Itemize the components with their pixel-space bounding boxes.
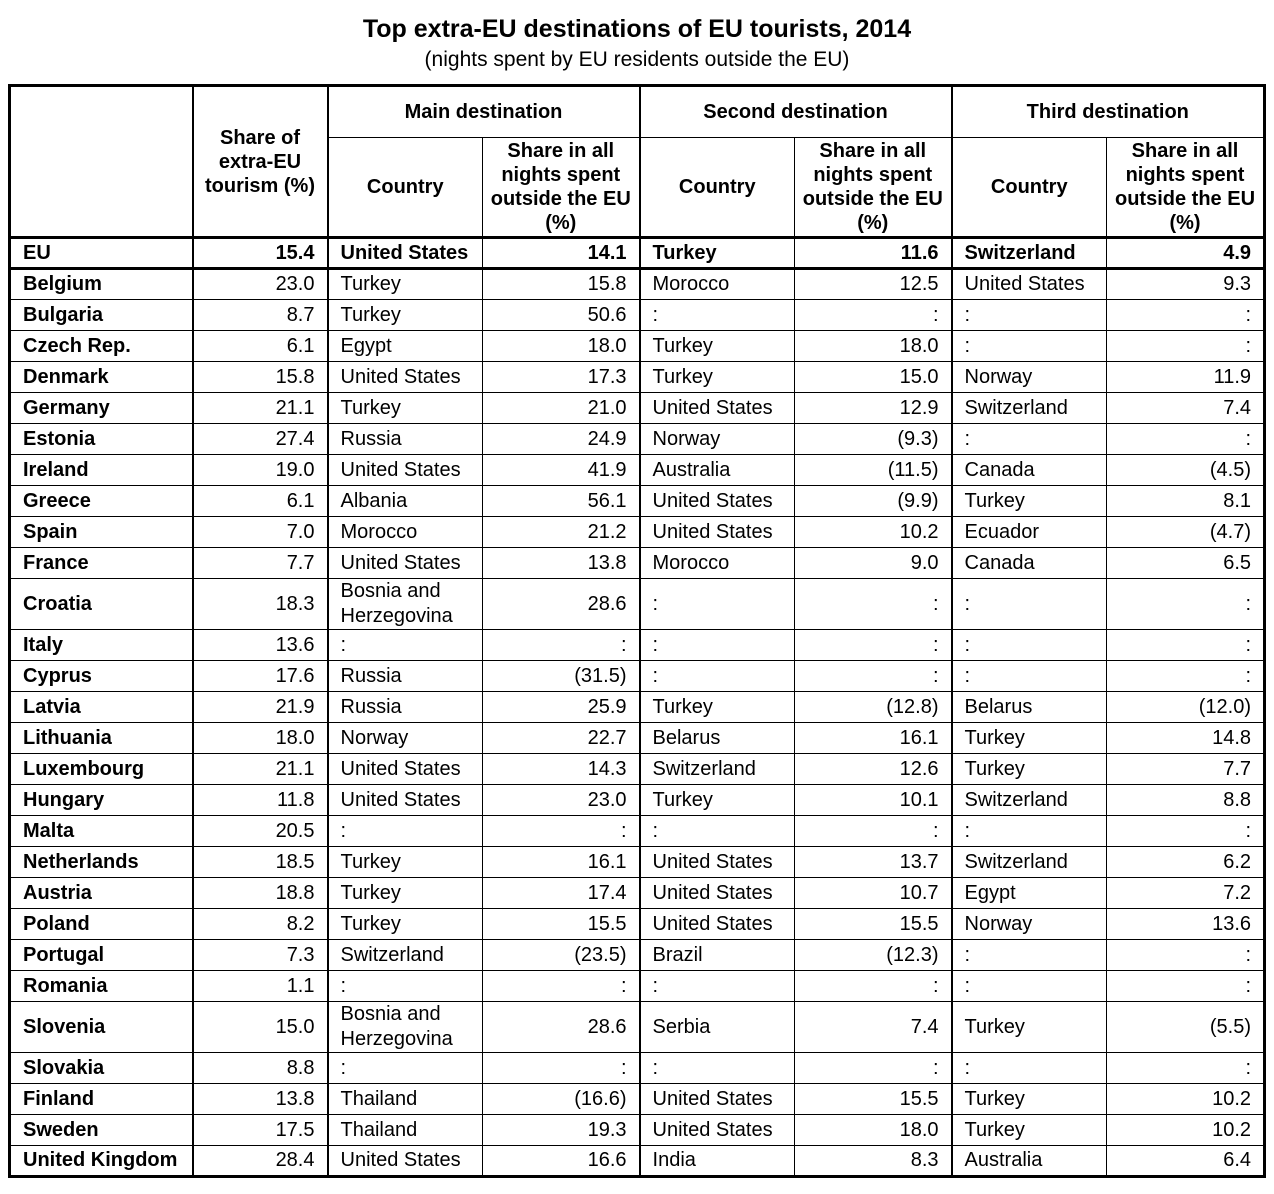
second-share-cell: :	[795, 661, 952, 692]
reporting-country-cell: Portugal	[10, 940, 193, 971]
main-share-cell: 28.6	[483, 579, 640, 630]
share-extra-eu-cell: 7.0	[193, 517, 328, 548]
table-row	[10, 661, 1265, 692]
share-extra-eu-cell: 18.3	[193, 579, 328, 630]
third-share-cell: 6.5	[1107, 548, 1265, 579]
reporting-country-cell: Finland	[10, 1084, 193, 1115]
third-country-cell: :	[952, 1053, 1107, 1084]
second-country-cell: United States	[640, 393, 795, 424]
third-share-cell: 6.4	[1107, 1146, 1265, 1177]
third-country-cell: Turkey	[952, 1115, 1107, 1146]
main-share-cell: 15.8	[483, 269, 640, 300]
main-share-cell: 19.3	[483, 1115, 640, 1146]
share-extra-eu-cell: 8.2	[193, 909, 328, 940]
second-country-cell: United States	[640, 878, 795, 909]
third-country-cell: Egypt	[952, 878, 1107, 909]
reporting-country-cell: EU	[10, 238, 193, 269]
share-extra-eu-cell: 7.7	[193, 548, 328, 579]
third-country-cell: :	[952, 816, 1107, 847]
third-share-cell: 6.2	[1107, 847, 1265, 878]
table-row	[10, 579, 1265, 630]
table-row	[10, 692, 1265, 723]
second-country-cell: United States	[640, 486, 795, 517]
third-country-cell: Switzerland	[952, 785, 1107, 816]
share-extra-eu-cell: 21.1	[193, 754, 328, 785]
share-extra-eu-cell: 6.1	[193, 486, 328, 517]
share-extra-eu-cell: 11.8	[193, 785, 328, 816]
main-country-cell: Turkey	[328, 878, 483, 909]
second-country-cell: Morocco	[640, 269, 795, 300]
share-extra-eu-cell: 27.4	[193, 424, 328, 455]
main-country-cell: Egypt	[328, 331, 483, 362]
second-country-cell: Turkey	[640, 238, 795, 269]
second-share-cell: 10.2	[795, 517, 952, 548]
second-share-cell: 18.0	[795, 331, 952, 362]
table-row	[10, 1146, 1265, 1177]
main-country-header: Country	[328, 138, 483, 238]
main-country-cell: Albania	[328, 486, 483, 517]
main-share-cell: 25.9	[483, 692, 640, 723]
third-share-cell: :	[1107, 331, 1265, 362]
main-country-cell: Turkey	[328, 847, 483, 878]
second-share-cell: 11.6	[795, 238, 952, 269]
table-row	[10, 486, 1265, 517]
table-title: Top extra-EU destinations of EU tourists, 2014	[362, 15, 912, 43]
third-country-cell: :	[952, 661, 1107, 692]
third-share-cell: :	[1107, 1053, 1265, 1084]
main-country-cell: Morocco	[328, 517, 483, 548]
second-share-cell: 8.3	[795, 1146, 952, 1177]
share-extra-eu-cell: 1.1	[193, 971, 328, 1002]
main-country-cell: United States	[328, 548, 483, 579]
second-share-cell: 10.1	[795, 785, 952, 816]
main-country-cell: Bosnia and Herzegovina	[328, 1002, 483, 1053]
third-share-cell: 14.8	[1107, 723, 1265, 754]
reporting-country-cell: France	[10, 548, 193, 579]
third-country-cell: Turkey	[952, 486, 1107, 517]
third-country-cell: Ecuador	[952, 517, 1107, 548]
main-share-cell: :	[483, 630, 640, 661]
main-share-cell: 23.0	[483, 785, 640, 816]
second-country-cell: :	[640, 816, 795, 847]
share-extra-eu-header: Share of extra-EU tourism (%)	[193, 86, 328, 238]
reporting-country-cell: Luxembourg	[10, 754, 193, 785]
main-country-cell: Thailand	[328, 1115, 483, 1146]
second-share-cell: 12.6	[795, 754, 952, 785]
main-country-cell: Switzerland	[328, 940, 483, 971]
share-extra-eu-cell: 21.9	[193, 692, 328, 723]
third-country-cell: :	[952, 331, 1107, 362]
table-row	[10, 940, 1265, 971]
reporting-country-cell: Malta	[10, 816, 193, 847]
second-country-cell: Belarus	[640, 723, 795, 754]
main-share-cell: 24.9	[483, 424, 640, 455]
third-country-cell: :	[952, 940, 1107, 971]
main-country-cell: Norway	[328, 723, 483, 754]
main-country-cell: :	[328, 971, 483, 1002]
reporting-country-cell: Belgium	[10, 269, 193, 300]
main-share-cell: :	[483, 971, 640, 1002]
table-row	[10, 1053, 1265, 1084]
second-share-cell: 9.0	[795, 548, 952, 579]
share-extra-eu-cell: 17.6	[193, 661, 328, 692]
second-share-cell: (12.3)	[795, 940, 952, 971]
second-share-cell: (12.8)	[795, 692, 952, 723]
third-share-cell: (5.5)	[1107, 1002, 1265, 1053]
third-country-cell: Switzerland	[952, 238, 1107, 269]
main-country-cell: United States	[328, 754, 483, 785]
main-country-cell: Turkey	[328, 393, 483, 424]
main-share-cell: 22.7	[483, 723, 640, 754]
main-share-cell: 17.4	[483, 878, 640, 909]
third-country-cell: :	[952, 300, 1107, 331]
second-country-cell: :	[640, 661, 795, 692]
main-share-cell: 50.6	[483, 300, 640, 331]
reporting-country-cell: Slovenia	[10, 1002, 193, 1053]
second-share-cell: 16.1	[795, 723, 952, 754]
main-country-cell: Turkey	[328, 300, 483, 331]
table-row	[10, 300, 1265, 331]
reporting-country-cell: Estonia	[10, 424, 193, 455]
second-country-cell: Switzerland	[640, 754, 795, 785]
second-share-cell: 12.5	[795, 269, 952, 300]
reporting-country-cell: Czech Rep.	[10, 331, 193, 362]
reporting-country-cell: Croatia	[10, 579, 193, 630]
share-extra-eu-cell: 18.0	[193, 723, 328, 754]
main-destination-header: Main destination	[328, 86, 640, 138]
share-extra-eu-cell: 18.8	[193, 878, 328, 909]
second-share-cell: :	[795, 1053, 952, 1084]
third-share-cell: 7.7	[1107, 754, 1265, 785]
second-share-cell: 15.5	[795, 1084, 952, 1115]
third-share-cell: 9.3	[1107, 269, 1265, 300]
main-share-cell: 16.1	[483, 847, 640, 878]
second-share-cell: (9.9)	[795, 486, 952, 517]
main-country-cell: :	[328, 630, 483, 661]
table-row	[10, 723, 1265, 754]
third-country-cell: United States	[952, 269, 1107, 300]
second-destination-header: Second destination	[640, 86, 952, 138]
share-extra-eu-cell: 7.3	[193, 940, 328, 971]
third-country-cell: Belarus	[952, 692, 1107, 723]
main-share-cell: 16.6	[483, 1146, 640, 1177]
second-share-cell: (9.3)	[795, 424, 952, 455]
second-share-cell: (11.5)	[795, 455, 952, 486]
third-share-cell: 10.2	[1107, 1084, 1265, 1115]
second-country-header: Country	[640, 138, 795, 238]
second-country-cell: United States	[640, 517, 795, 548]
share-extra-eu-cell: 15.4	[193, 238, 328, 269]
main-country-cell: Turkey	[328, 269, 483, 300]
second-share-cell: :	[795, 300, 952, 331]
second-country-cell: Turkey	[640, 692, 795, 723]
reporting-country-cell: Austria	[10, 878, 193, 909]
table-row	[10, 816, 1265, 847]
share-extra-eu-cell: 13.8	[193, 1084, 328, 1115]
reporting-country-cell: Spain	[10, 517, 193, 548]
main-share-cell: 15.5	[483, 909, 640, 940]
second-share-header: Share in all nights spent outside the EU (%)	[795, 138, 952, 238]
third-country-cell: Australia	[952, 1146, 1107, 1177]
table-row	[10, 785, 1265, 816]
share-extra-eu-cell: 20.5	[193, 816, 328, 847]
table-subtitle: (nights spent by EU residents outside the EU)	[424, 48, 850, 71]
table-row	[10, 331, 1265, 362]
main-country-cell: Turkey	[328, 909, 483, 940]
table-row	[10, 362, 1265, 393]
third-share-cell: :	[1107, 940, 1265, 971]
reporting-country-cell: Denmark	[10, 362, 193, 393]
share-extra-eu-cell: 19.0	[193, 455, 328, 486]
third-country-cell: Canada	[952, 548, 1107, 579]
third-country-cell: Switzerland	[952, 393, 1107, 424]
third-share-cell: (12.0)	[1107, 692, 1265, 723]
main-share-cell: 14.3	[483, 754, 640, 785]
reporting-country-cell: Slovakia	[10, 1053, 193, 1084]
share-extra-eu-cell: 15.8	[193, 362, 328, 393]
reporting-country-cell: Greece	[10, 486, 193, 517]
second-share-cell: 13.7	[795, 847, 952, 878]
reporting-country-cell: Poland	[10, 909, 193, 940]
reporting-country-cell: Sweden	[10, 1115, 193, 1146]
second-share-cell: 15.5	[795, 909, 952, 940]
main-country-cell: United States	[328, 362, 483, 393]
main-share-cell: :	[483, 1053, 640, 1084]
main-share-cell: 56.1	[483, 486, 640, 517]
second-share-cell: 12.9	[795, 393, 952, 424]
main-country-cell: United States	[328, 238, 483, 269]
main-share-cell: 14.1	[483, 238, 640, 269]
second-country-cell: Turkey	[640, 785, 795, 816]
main-share-cell: 17.3	[483, 362, 640, 393]
main-share-cell: 41.9	[483, 455, 640, 486]
reporting-country-cell: Latvia	[10, 692, 193, 723]
main-country-cell: United States	[328, 1146, 483, 1177]
third-share-cell: :	[1107, 661, 1265, 692]
third-country-cell: Norway	[952, 362, 1107, 393]
third-country-header: Country	[952, 138, 1107, 238]
table-row	[10, 455, 1265, 486]
second-country-cell: United States	[640, 909, 795, 940]
second-share-cell: :	[795, 816, 952, 847]
third-share-cell: 10.2	[1107, 1115, 1265, 1146]
main-country-cell: Thailand	[328, 1084, 483, 1115]
table-row	[10, 393, 1265, 424]
third-country-cell: :	[952, 579, 1107, 630]
third-country-cell: :	[952, 424, 1107, 455]
share-extra-eu-cell: 8.7	[193, 300, 328, 331]
third-country-cell: Turkey	[952, 1002, 1107, 1053]
main-share-cell: :	[483, 816, 640, 847]
corner-header	[10, 86, 193, 238]
table-row	[10, 909, 1265, 940]
second-share-cell: 15.0	[795, 362, 952, 393]
reporting-country-cell: Ireland	[10, 455, 193, 486]
third-country-cell: Turkey	[952, 723, 1107, 754]
share-extra-eu-cell: 6.1	[193, 331, 328, 362]
reporting-country-cell: United Kingdom	[10, 1146, 193, 1177]
reporting-country-cell: Italy	[10, 630, 193, 661]
table-row	[10, 1002, 1265, 1053]
second-country-cell: :	[640, 971, 795, 1002]
main-share-cell: 21.2	[483, 517, 640, 548]
third-country-cell: Switzerland	[952, 847, 1107, 878]
table-row	[10, 548, 1265, 579]
second-share-cell: 10.7	[795, 878, 952, 909]
main-share-cell: 18.0	[483, 331, 640, 362]
third-country-cell: Turkey	[952, 754, 1107, 785]
main-share-cell: (16.6)	[483, 1084, 640, 1115]
main-share-cell: 21.0	[483, 393, 640, 424]
second-country-cell: United States	[640, 1084, 795, 1115]
second-country-cell: :	[640, 1053, 795, 1084]
table-body	[10, 238, 1265, 1177]
second-share-cell: :	[795, 971, 952, 1002]
third-share-cell: (4.5)	[1107, 455, 1265, 486]
main-country-cell: United States	[328, 785, 483, 816]
table-row	[10, 1084, 1265, 1115]
main-share-header: Share in all nights spent outside the EU (%)	[483, 138, 640, 238]
third-share-cell: 11.9	[1107, 362, 1265, 393]
table-row	[10, 754, 1265, 785]
second-share-cell: 18.0	[795, 1115, 952, 1146]
reporting-country-cell: Romania	[10, 971, 193, 1002]
share-extra-eu-cell: 21.1	[193, 393, 328, 424]
share-extra-eu-cell: 23.0	[193, 269, 328, 300]
second-country-cell: Morocco	[640, 548, 795, 579]
main-country-cell: United States	[328, 455, 483, 486]
second-country-cell: Brazil	[640, 940, 795, 971]
second-country-cell: United States	[640, 1115, 795, 1146]
second-country-cell: Serbia	[640, 1002, 795, 1053]
main-country-cell: Russia	[328, 692, 483, 723]
destinations-table	[8, 84, 1266, 1178]
second-country-cell: Turkey	[640, 331, 795, 362]
second-share-cell: :	[795, 630, 952, 661]
main-share-cell: (31.5)	[483, 661, 640, 692]
second-country-cell: Australia	[640, 455, 795, 486]
third-share-cell: :	[1107, 816, 1265, 847]
second-country-cell: United States	[640, 847, 795, 878]
third-share-cell: :	[1107, 971, 1265, 1002]
third-share-cell: (4.7)	[1107, 517, 1265, 548]
share-extra-eu-cell: 17.5	[193, 1115, 328, 1146]
third-country-cell: :	[952, 630, 1107, 661]
third-share-cell: 8.8	[1107, 785, 1265, 816]
table-row	[10, 971, 1265, 1002]
main-country-cell: :	[328, 816, 483, 847]
table-row	[10, 424, 1265, 455]
third-share-cell: 8.1	[1107, 486, 1265, 517]
share-extra-eu-cell: 28.4	[193, 1146, 328, 1177]
share-extra-eu-cell: 18.5	[193, 847, 328, 878]
main-country-cell: Russia	[328, 424, 483, 455]
second-country-cell: India	[640, 1146, 795, 1177]
table-row	[10, 878, 1265, 909]
third-share-cell: 13.6	[1107, 909, 1265, 940]
third-share-cell: 7.2	[1107, 878, 1265, 909]
reporting-country-cell: Hungary	[10, 785, 193, 816]
third-share-cell: :	[1107, 579, 1265, 630]
table-row	[10, 630, 1265, 661]
table-row	[10, 269, 1265, 300]
table-row	[10, 1115, 1265, 1146]
second-country-cell: :	[640, 579, 795, 630]
main-country-cell: Bosnia and Herzegovina	[328, 579, 483, 630]
third-share-cell: :	[1107, 424, 1265, 455]
third-share-header: Share in all nights spent outside the EU (%)	[1107, 138, 1265, 238]
third-country-cell: :	[952, 971, 1107, 1002]
share-extra-eu-cell: 15.0	[193, 1002, 328, 1053]
reporting-country-cell: Lithuania	[10, 723, 193, 754]
share-extra-eu-cell: 13.6	[193, 630, 328, 661]
third-share-cell: 4.9	[1107, 238, 1265, 269]
main-share-cell: 13.8	[483, 548, 640, 579]
reporting-country-cell: Cyprus	[10, 661, 193, 692]
third-share-cell: 7.4	[1107, 393, 1265, 424]
table-row	[10, 517, 1265, 548]
second-country-cell: Turkey	[640, 362, 795, 393]
reporting-country-cell: Netherlands	[10, 847, 193, 878]
reporting-country-cell: Germany	[10, 393, 193, 424]
third-destination-header: Third destination	[952, 86, 1265, 138]
third-country-cell: Turkey	[952, 1084, 1107, 1115]
main-country-cell: Russia	[328, 661, 483, 692]
second-country-cell: :	[640, 630, 795, 661]
share-extra-eu-cell: 8.8	[193, 1053, 328, 1084]
reporting-country-cell: Bulgaria	[10, 300, 193, 331]
second-share-cell: 7.4	[795, 1002, 952, 1053]
third-share-cell: :	[1107, 630, 1265, 661]
table-row	[10, 238, 1265, 269]
second-share-cell: :	[795, 579, 952, 630]
table-row	[10, 847, 1265, 878]
third-share-cell: :	[1107, 300, 1265, 331]
main-share-cell: (23.5)	[483, 940, 640, 971]
third-country-cell: Norway	[952, 909, 1107, 940]
second-country-cell: :	[640, 300, 795, 331]
third-country-cell: Canada	[952, 455, 1107, 486]
main-country-cell: :	[328, 1053, 483, 1084]
main-share-cell: 28.6	[483, 1002, 640, 1053]
second-country-cell: Norway	[640, 424, 795, 455]
